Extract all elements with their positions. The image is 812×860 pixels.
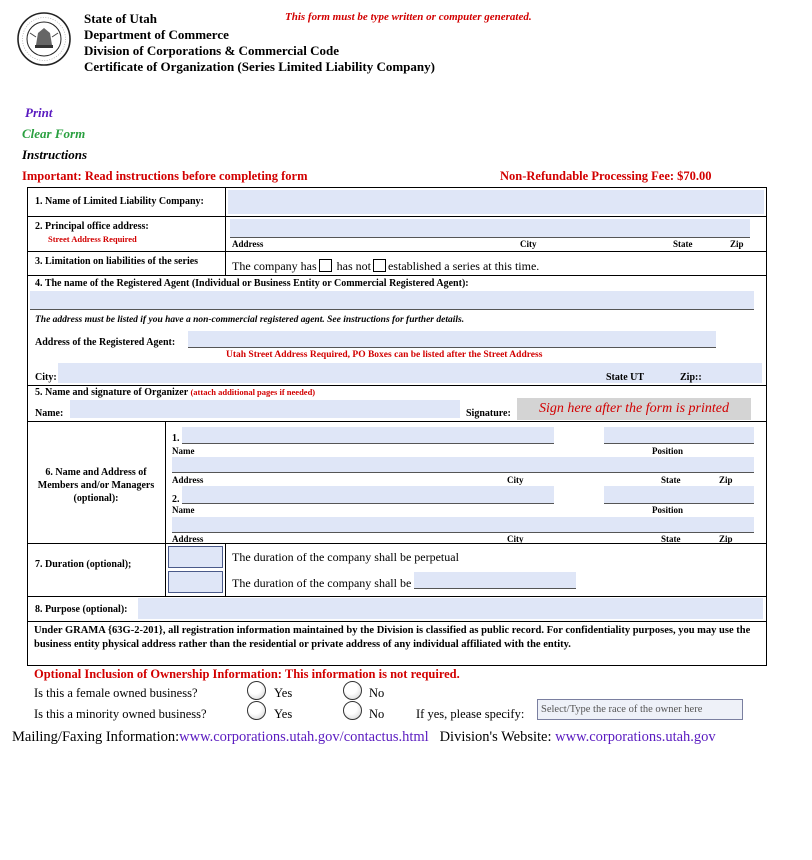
- mailing-label: Mailing/Faxing Information:: [12, 729, 180, 745]
- female-owned-no-radio[interactable]: [343, 681, 362, 700]
- clear-form-button[interactable]: Clear Form: [22, 126, 86, 141]
- series-has-not-text: has not: [336, 259, 371, 273]
- members-managers-label: 6. Name and Address of Members and/or Managers (optional):: [37, 467, 155, 504]
- race-select-input[interactable]: Select/Type the race of the owner here: [537, 699, 743, 720]
- purpose-input[interactable]: [138, 598, 763, 619]
- agent-city-input[interactable]: [58, 363, 762, 383]
- company-name-label: 1. Name of Limited Liability Company:: [35, 196, 204, 207]
- member-2-address-caption: Address: [172, 534, 204, 544]
- principal-zip-caption: Zip: [730, 239, 744, 249]
- ownership-title: Optional Inclusion of Ownership Information: This information is not required.: [34, 667, 460, 681]
- member-1-zip-caption: Zip: [719, 475, 733, 485]
- minority-owned-question: Is this a minority owned business?: [34, 707, 207, 721]
- female-owned-no-label: No: [369, 686, 385, 700]
- agent-city-label: City:: [35, 372, 57, 383]
- minority-owned-no-radio[interactable]: [343, 701, 362, 720]
- female-owned-question: Is this a female owned business?: [34, 686, 198, 700]
- member-2-position-input[interactable]: [604, 486, 754, 503]
- member-2-zip-caption: Zip: [719, 534, 733, 544]
- duration-label: 7. Duration (optional);: [35, 559, 132, 570]
- agent-state-label: State UT: [606, 372, 645, 383]
- attach-pages-note: (attach additional pages if needed): [190, 387, 316, 397]
- header-line-2: Department of Commerce: [84, 27, 229, 42]
- agent-zip-label: Zip::: [680, 372, 702, 383]
- minority-owned-yes-label: Yes: [274, 707, 293, 721]
- header-line-4: Certificate of Organization (Series Limited Liability Company): [84, 59, 435, 74]
- principal-office-label: 2. Principal office address:: [35, 221, 149, 232]
- typewritten-notice: This form must be type written or computer generated.: [285, 11, 532, 23]
- principal-address-caption: Address: [232, 239, 264, 249]
- duration-limited-box[interactable]: [168, 571, 223, 593]
- contact-us-link[interactable]: www.corporations.utah.gov/contactus.html: [179, 729, 429, 745]
- website-label: Division's Website:: [439, 729, 552, 745]
- registered-agent-input[interactable]: [30, 291, 754, 309]
- member-1-position-caption: Position: [652, 446, 684, 456]
- member-1-city-caption: City: [507, 475, 524, 485]
- print-button[interactable]: Print: [25, 105, 53, 120]
- organizer-name-label: Name:: [35, 408, 64, 419]
- signature-label: Signature:: [466, 408, 511, 419]
- header-line-3: Division of Corporations & Commercial Code: [84, 43, 340, 58]
- grama-notice: Under GRAMA {63G-2-201}, all registration information maintained by the Division is classified as public record. For confidentiality purposes, you may use the business entity physical address rather than the residential or private address of any individual affiliated with the entity.: [34, 625, 751, 650]
- member-2-number: 2.: [172, 494, 180, 505]
- member-1-name-caption: Name: [172, 446, 195, 456]
- principal-city-caption: City: [520, 239, 537, 249]
- duration-perpetual-text: The duration of the company shall be perpetual: [232, 550, 459, 564]
- state-seal: [16, 11, 72, 67]
- company-name-input[interactable]: [228, 190, 764, 214]
- purpose-label: 8. Purpose (optional):: [35, 604, 128, 615]
- member-2-city-caption: City: [507, 534, 524, 544]
- member-2-name-caption: Name: [172, 505, 195, 515]
- agent-address-note: The address must be listed if you have a non-commercial registered agent. See instructions for further details.: [35, 315, 465, 325]
- agent-address-input[interactable]: [188, 331, 716, 347]
- series-statement: [232, 259, 539, 274]
- agent-address-label: Address of the Registered Agent:: [35, 337, 176, 348]
- street-required-note: Street Address Required: [48, 234, 137, 244]
- organizer-name-input[interactable]: [70, 400, 460, 418]
- series-limitation-label: 3. Limitation on liabilities of the series: [35, 256, 199, 267]
- member-1-address-caption: Address: [172, 475, 204, 485]
- specify-label: If yes, please specify:: [416, 707, 525, 721]
- member-1-state-caption: State: [661, 475, 681, 485]
- has-not-series-checkbox[interactable]: [373, 259, 386, 272]
- member-1-position-input[interactable]: [604, 427, 754, 443]
- series-has-text: The company has: [232, 259, 317, 273]
- member-2-address-input[interactable]: [172, 517, 754, 532]
- member-2-position-caption: Position: [652, 505, 684, 515]
- organizer-label: 5. Name and signature of Organizer (attach additional pages if needed): [35, 387, 316, 398]
- series-established-text: established a series at this time.: [387, 259, 540, 273]
- header-line-1: State of Utah: [84, 11, 157, 26]
- member-1-address-input[interactable]: [172, 457, 754, 472]
- principal-state-caption: State: [673, 239, 693, 249]
- member-1-name-input[interactable]: [182, 427, 554, 443]
- duration-period-input[interactable]: [414, 572, 576, 588]
- has-series-checkbox[interactable]: [319, 259, 332, 272]
- female-owned-yes-label: Yes: [274, 686, 293, 700]
- important-note: Important: Read instructions before completing form: [22, 169, 308, 183]
- female-owned-yes-radio[interactable]: [247, 681, 266, 700]
- principal-address-input[interactable]: [230, 219, 750, 237]
- duration-limited-text: The duration of the company shall be: [232, 576, 412, 590]
- instructions-link[interactable]: Instructions: [22, 147, 88, 162]
- utah-address-note: Utah Street Address Required, PO Boxes can be listed after the Street Address: [226, 350, 543, 360]
- website-link[interactable]: www.corporations.utah.gov: [555, 729, 716, 745]
- processing-fee: Non-Refundable Processing Fee: $70.00: [500, 169, 712, 183]
- duration-perpetual-box[interactable]: [168, 546, 223, 568]
- member-2-state-caption: State: [661, 534, 681, 544]
- member-1-number: 1.: [172, 433, 180, 444]
- registered-agent-label: 4. The name of the Registered Agent (Individual or Business Entity or Commercial Registered Agent):: [35, 278, 469, 289]
- minority-owned-no-label: No: [369, 707, 385, 721]
- minority-owned-yes-radio[interactable]: [247, 701, 266, 720]
- member-2-name-input[interactable]: [182, 486, 554, 503]
- footer-links: [12, 729, 716, 746]
- signature-field[interactable]: Sign here after the form is printed: [517, 398, 751, 420]
